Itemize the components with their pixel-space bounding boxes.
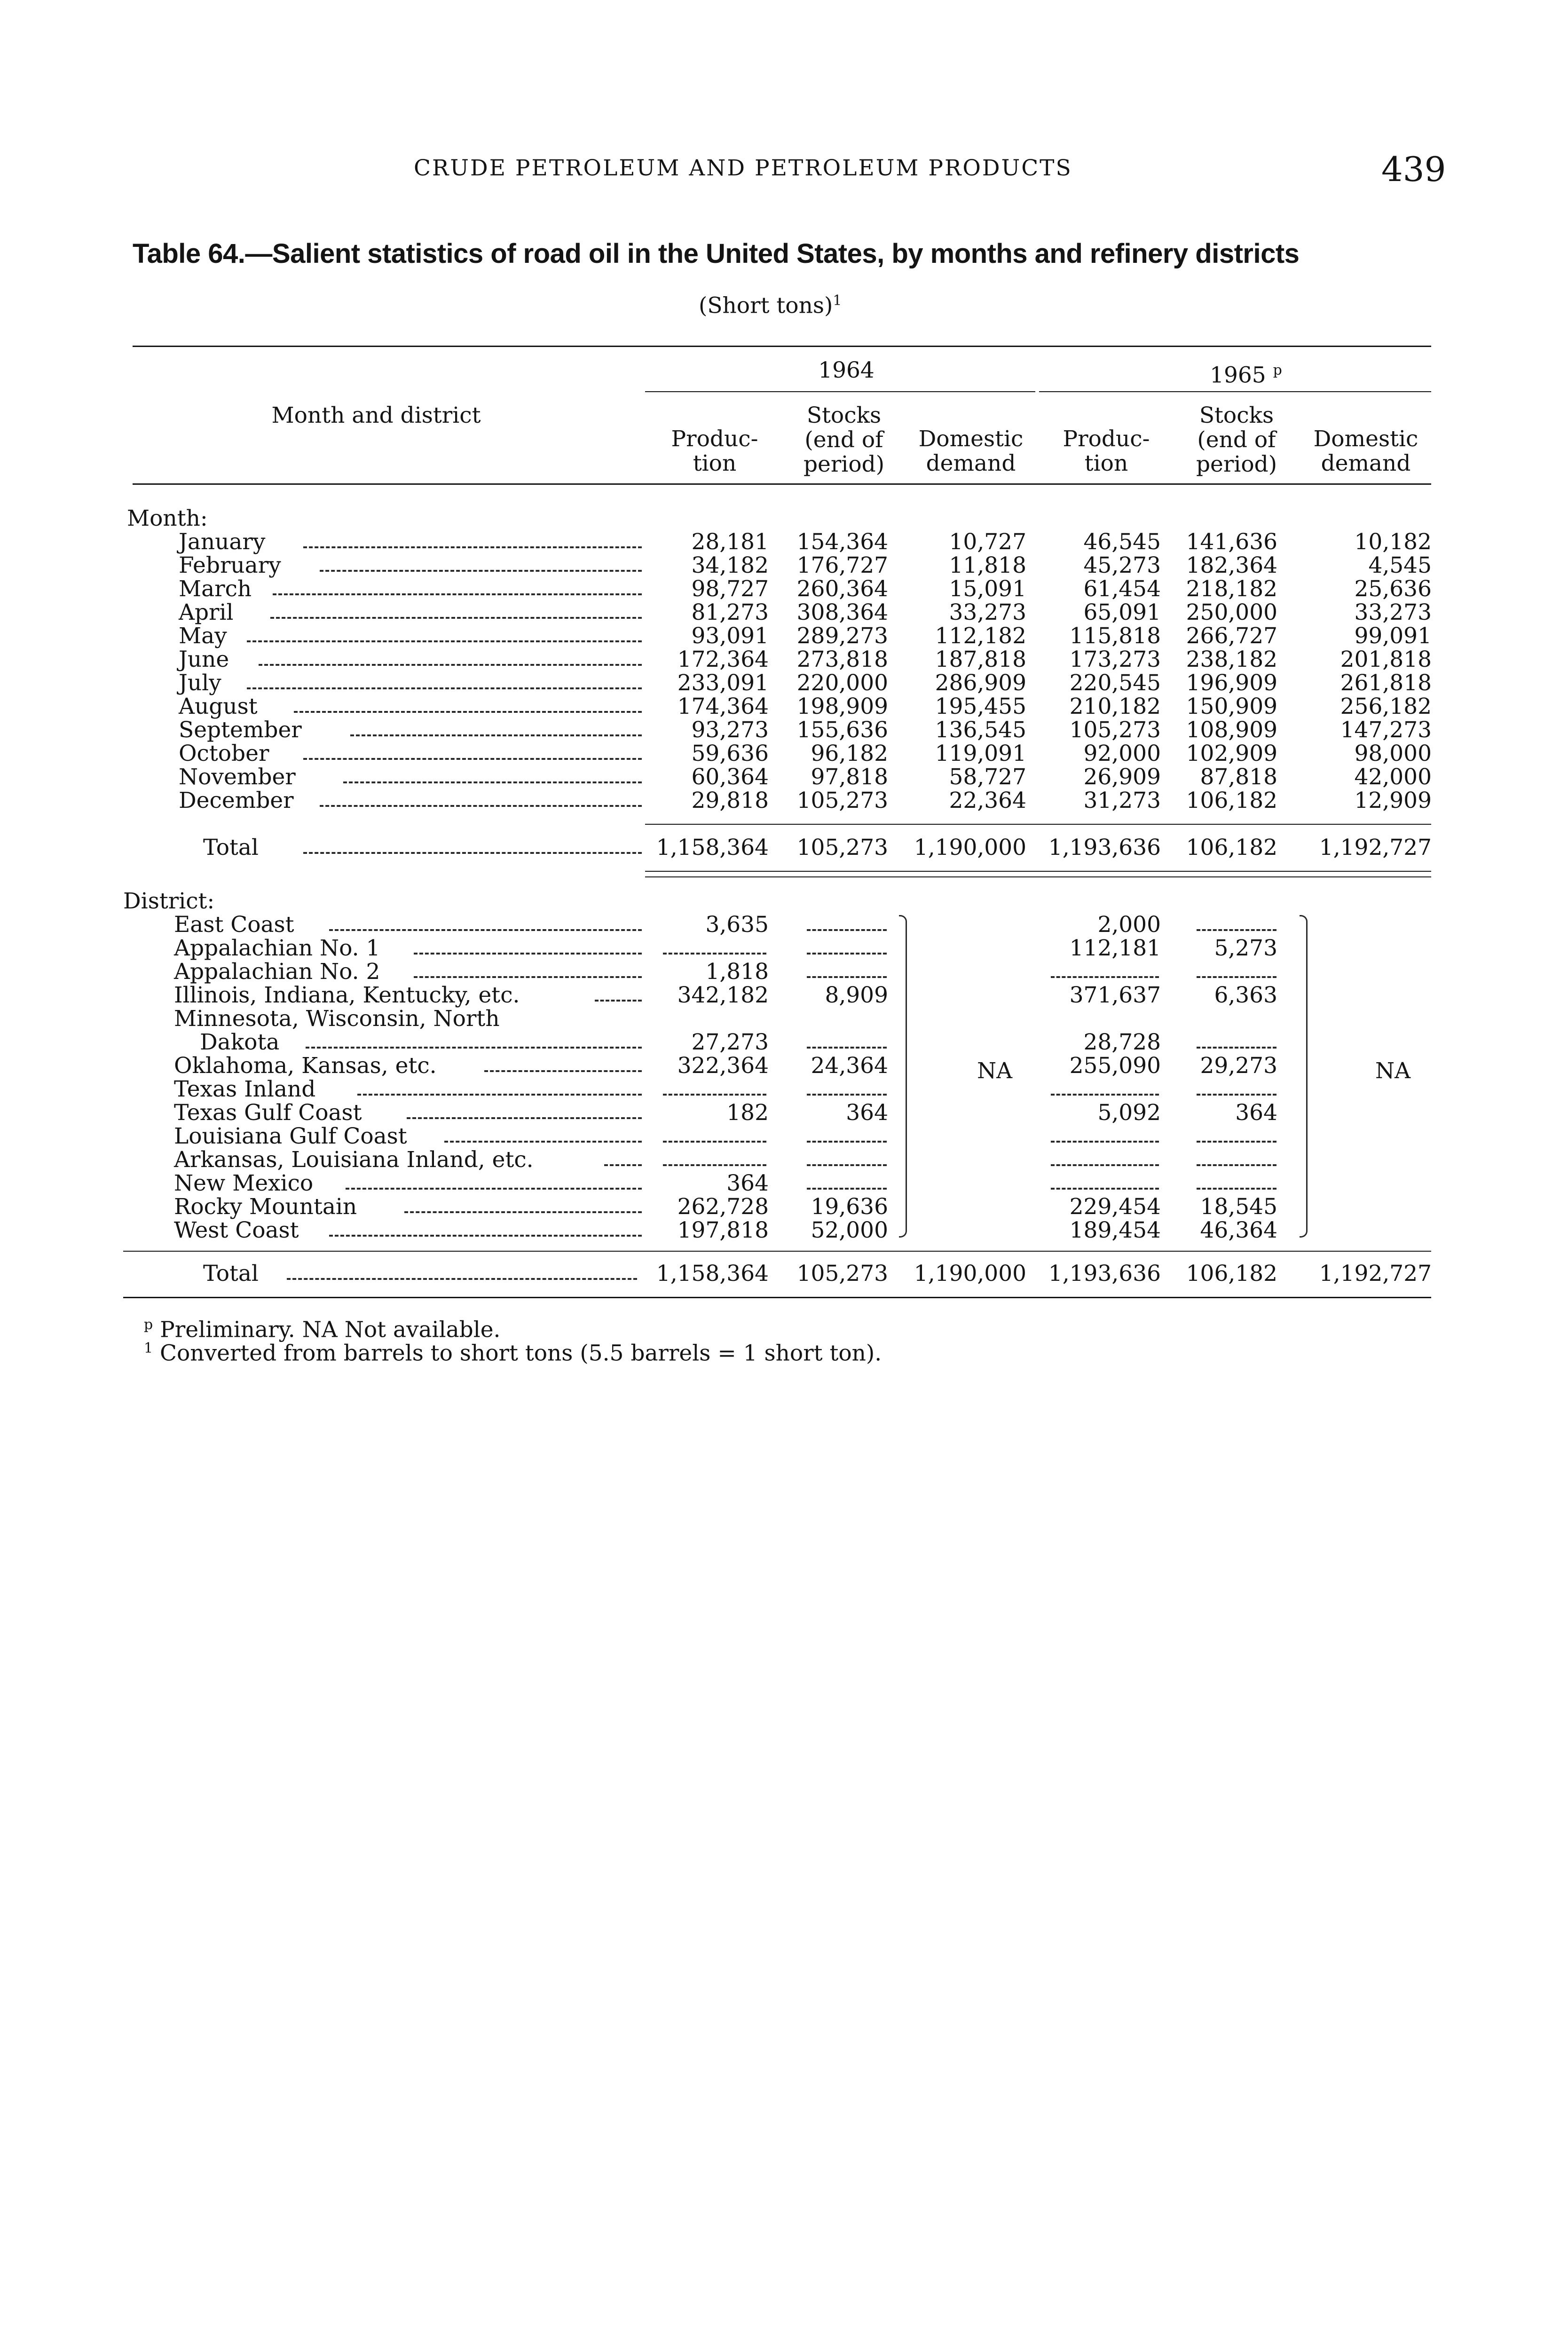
table-row <box>0 554 1568 577</box>
cell: 4,545 <box>1368 552 1432 578</box>
cell: 19,636 <box>811 1194 888 1220</box>
cell: 196,909 <box>1186 670 1277 696</box>
table-row <box>0 1031 1568 1054</box>
year1964-rule <box>645 391 1035 392</box>
table-row <box>0 742 1568 765</box>
cell: 98,000 <box>1354 741 1432 766</box>
leader-dots <box>287 1278 637 1280</box>
cell: 1,192,727 <box>1319 1261 1432 1286</box>
table-row <box>0 530 1568 554</box>
table-row <box>0 789 1568 813</box>
cell: 28,181 <box>691 529 769 555</box>
footnote-mark: p <box>144 1317 153 1333</box>
leader-dots <box>350 734 642 736</box>
leader-dots <box>414 953 642 955</box>
header-line: (end of <box>804 427 883 453</box>
dash-cell <box>1051 976 1159 978</box>
cell: 105,273 <box>1069 717 1161 743</box>
row-label: Texas Inland <box>174 1076 316 1102</box>
cell: 33,273 <box>1354 600 1432 625</box>
cell: 286,909 <box>935 670 1026 696</box>
cell: 136,545 <box>935 717 1026 743</box>
table-row <box>0 1078 1568 1101</box>
cell: 322,364 <box>677 1053 769 1079</box>
table-row <box>0 1148 1568 1172</box>
table-subtitle <box>699 292 842 319</box>
dash-cell <box>807 1188 887 1190</box>
leader-dots <box>273 593 642 595</box>
cell: 262,728 <box>677 1194 769 1220</box>
cell: 155,636 <box>796 717 888 743</box>
cell: 33,273 <box>949 600 1026 625</box>
row-label: April <box>179 600 234 625</box>
cell: 182 <box>726 1100 769 1126</box>
row-label: Arkansas, Louisiana Inland, etc. <box>174 1147 534 1173</box>
table-bottom-rule <box>123 1297 1431 1298</box>
stocks-1964-header <box>785 403 903 477</box>
cell: 187,818 <box>935 647 1026 672</box>
cell: 198,909 <box>796 694 888 719</box>
header-line: Stocks <box>806 402 882 428</box>
cell: 5,273 <box>1214 935 1277 961</box>
cell: 112,181 <box>1069 935 1161 961</box>
cell: 106,182 <box>1186 788 1277 813</box>
leader-dots <box>484 1070 642 1072</box>
cell: 255,090 <box>1069 1053 1161 1079</box>
header-line: Produc- <box>1063 426 1150 452</box>
cell: 87,818 <box>1200 764 1277 790</box>
leader-dots <box>595 1000 642 1002</box>
row-label: New Mexico <box>174 1170 314 1196</box>
row-label: Total <box>203 1261 259 1286</box>
month-subtotal-rule <box>645 824 1431 825</box>
leader-dots <box>247 640 642 642</box>
dash-cell <box>1197 1141 1276 1143</box>
dash-cell <box>807 1164 887 1166</box>
cell: 1,192,727 <box>1319 835 1432 860</box>
cell: 10,182 <box>1354 529 1432 555</box>
cell: 210,182 <box>1069 694 1161 719</box>
page-number: 439 <box>1381 150 1446 189</box>
district-subtotal-rule <box>123 1251 1431 1252</box>
cell: 371,637 <box>1069 982 1161 1008</box>
cell: 65,091 <box>1083 600 1161 625</box>
cell: 26,909 <box>1083 764 1161 790</box>
row-label: December <box>179 788 294 813</box>
cell: 12,909 <box>1354 788 1432 813</box>
cell: 1,190,000 <box>914 835 1026 860</box>
demand-1964-header <box>907 427 1034 476</box>
cell: 99,091 <box>1354 623 1432 649</box>
header-line: tion <box>1084 450 1128 476</box>
table-row <box>0 1101 1568 1125</box>
cell: 93,273 <box>691 717 769 743</box>
table-row <box>0 937 1568 960</box>
total-row-month <box>0 836 1568 860</box>
cell: 1,158,364 <box>656 835 769 860</box>
table-row <box>0 984 1568 1007</box>
row-label: Dakota <box>200 1029 280 1055</box>
footnote-conversion <box>144 1340 882 1366</box>
table-row <box>0 671 1568 695</box>
footnote-text: Converted from barrels to short tons (5.5 barrels = 1 short ton). <box>160 1340 882 1366</box>
cell: 364 <box>1235 1100 1277 1126</box>
leader-dots <box>303 546 642 548</box>
header-top-rule <box>133 346 1431 347</box>
cell: 24,364 <box>811 1053 888 1079</box>
row-label: Minnesota, Wisconsin, North <box>174 1006 500 1032</box>
cell: 46,364 <box>1200 1217 1277 1243</box>
cell: 60,364 <box>691 764 769 790</box>
cell: 256,182 <box>1340 694 1432 719</box>
year1965-rule <box>1039 391 1431 392</box>
cell: 27,273 <box>691 1029 769 1055</box>
table-row <box>0 1007 1568 1031</box>
cell: 29,273 <box>1200 1053 1277 1079</box>
cell: 308,364 <box>796 600 888 625</box>
na-1965-demand: NA <box>1375 1058 1411 1084</box>
leader-dots <box>343 781 642 783</box>
cell: 182,364 <box>1186 552 1277 578</box>
cell: 61,454 <box>1083 576 1161 602</box>
brace-1965-demand <box>1300 915 1308 1238</box>
cell: 25,636 <box>1354 576 1432 602</box>
cell: 22,364 <box>949 788 1026 813</box>
cell: 5,092 <box>1097 1100 1161 1126</box>
cell: 233,091 <box>677 670 769 696</box>
cell: 15,091 <box>949 576 1026 602</box>
stocks-1965-header <box>1178 403 1295 477</box>
cell: 1,193,636 <box>1048 835 1161 860</box>
cell: 174,364 <box>677 694 769 719</box>
cell: 58,727 <box>949 764 1026 790</box>
row-label: September <box>179 717 302 743</box>
cell: 250,000 <box>1186 600 1277 625</box>
table-row <box>0 1195 1568 1219</box>
dash-cell <box>1197 1047 1276 1049</box>
dash-cell <box>1197 1094 1276 1096</box>
footnote-preliminary <box>144 1317 501 1343</box>
row-label: October <box>179 741 269 766</box>
cell: 102,909 <box>1186 741 1277 766</box>
table-row <box>0 601 1568 624</box>
row-label: June <box>179 647 229 672</box>
table-row <box>0 624 1568 648</box>
leader-dots <box>270 617 642 619</box>
dash-cell <box>663 1141 766 1143</box>
cell: 147,273 <box>1340 717 1432 743</box>
cell: 45,273 <box>1083 552 1161 578</box>
subtitle-footnote-mark: 1 <box>833 292 842 309</box>
header-line: period) <box>803 451 885 477</box>
cell: 342,182 <box>677 982 769 1008</box>
header-line: Stocks <box>1199 402 1274 428</box>
dash-cell <box>807 1047 887 1049</box>
table-row <box>0 1125 1568 1148</box>
production-1964-header <box>656 427 773 476</box>
cell: 92,000 <box>1083 741 1161 766</box>
cell: 18,545 <box>1200 1194 1277 1220</box>
dash-cell <box>663 953 766 955</box>
row-label: Rocky Mountain <box>174 1194 357 1220</box>
cell: 93,091 <box>691 623 769 649</box>
cell: 195,455 <box>935 694 1026 719</box>
section-label: District: <box>123 888 215 914</box>
year-1965-text: 1965 <box>1210 362 1266 388</box>
brace-1964-demand <box>899 915 907 1238</box>
header-line: tion <box>693 450 737 476</box>
cell: 106,182 <box>1186 835 1277 860</box>
cell: 364 <box>846 1100 888 1126</box>
dash-cell <box>1197 1164 1276 1166</box>
leader-dots <box>247 687 642 689</box>
cell: 189,454 <box>1069 1217 1161 1243</box>
leader-dots <box>320 570 642 572</box>
cell: 112,182 <box>935 623 1026 649</box>
demand-1965-header <box>1302 427 1429 476</box>
cell: 29,818 <box>691 788 769 813</box>
cell: 6,363 <box>1214 982 1277 1008</box>
cell: 261,818 <box>1340 670 1432 696</box>
cell: 172,364 <box>677 647 769 672</box>
row-label: January <box>179 529 266 555</box>
cell: 1,158,364 <box>656 1261 769 1286</box>
header-line: Domestic <box>1313 426 1418 452</box>
row-label: March <box>179 576 252 602</box>
cell: 176,727 <box>796 552 888 578</box>
cell: 260,364 <box>796 576 888 602</box>
dash-cell <box>1197 976 1276 978</box>
cell: 106,182 <box>1186 1261 1277 1286</box>
cell: 3,635 <box>705 912 769 938</box>
footnote-mark: 1 <box>144 1340 153 1357</box>
row-label: Louisiana Gulf Coast <box>174 1123 407 1149</box>
table-row <box>0 695 1568 718</box>
cell: 31,273 <box>1083 788 1161 813</box>
cell: 220,545 <box>1069 670 1161 696</box>
leader-dots <box>303 758 642 760</box>
cell: 105,273 <box>796 788 888 813</box>
cell: 98,727 <box>691 576 769 602</box>
table-row <box>0 718 1568 742</box>
cell: 238,182 <box>1186 647 1277 672</box>
row-label: Appalachian No. 2 <box>174 959 380 985</box>
dash-cell <box>663 1164 766 1166</box>
dash-cell <box>1197 929 1276 931</box>
dash-cell <box>1051 1141 1159 1143</box>
leader-dots <box>329 929 642 931</box>
leader-dots <box>414 976 642 978</box>
row-label: Illinois, Indiana, Kentucky, etc. <box>174 982 520 1008</box>
cell: 154,364 <box>796 529 888 555</box>
leader-dots <box>320 805 642 807</box>
leader-dots <box>357 1094 642 1096</box>
row-label: November <box>179 764 296 790</box>
dash-cell <box>807 953 887 955</box>
subtitle-text: (Short tons) <box>699 292 833 319</box>
row-label: Oklahoma, Kansas, etc. <box>174 1053 437 1079</box>
table-row <box>0 577 1568 601</box>
cell: 115,818 <box>1069 623 1161 649</box>
cell: 97,818 <box>811 764 888 790</box>
cell: 105,273 <box>796 835 888 860</box>
row-label: February <box>179 552 281 578</box>
header-line: Produc- <box>671 426 758 452</box>
cell: 108,909 <box>1186 717 1277 743</box>
dash-cell <box>807 929 887 931</box>
cell: 173,273 <box>1069 647 1161 672</box>
month-total-double-rule <box>645 876 1431 877</box>
preliminary-mark: p <box>1273 362 1282 379</box>
table-row <box>0 960 1568 984</box>
leader-dots <box>259 664 642 666</box>
na-1964-demand: NA <box>977 1058 1013 1084</box>
cell: 96,182 <box>811 741 888 766</box>
cell: 2,000 <box>1097 912 1161 938</box>
cell: 201,818 <box>1340 647 1432 672</box>
cell: 46,545 <box>1083 529 1161 555</box>
dash-cell <box>1197 1188 1276 1190</box>
header-line: Domestic <box>918 426 1024 452</box>
production-1965-header <box>1048 427 1165 476</box>
cell: 150,909 <box>1186 694 1277 719</box>
row-label: May <box>179 623 227 649</box>
cell: 1,818 <box>705 959 769 985</box>
header-line: (end of <box>1197 427 1276 453</box>
dash-cell <box>807 1141 887 1143</box>
month-total-double-rule <box>645 871 1431 872</box>
leader-dots <box>306 1047 642 1049</box>
cell: 197,818 <box>677 1217 769 1243</box>
cell: 220,000 <box>796 670 888 696</box>
cell: 266,727 <box>1186 623 1277 649</box>
leader-dots <box>303 852 642 854</box>
footnote-text: Preliminary. NA Not available. <box>160 1317 501 1343</box>
cell: 52,000 <box>811 1217 888 1243</box>
dash-cell <box>807 1094 887 1096</box>
header-line: period) <box>1196 451 1277 477</box>
cell: 141,636 <box>1186 529 1277 555</box>
dash-cell <box>807 976 887 978</box>
header-bottom-rule <box>133 483 1431 485</box>
cell: 119,091 <box>935 741 1026 766</box>
cell: 289,273 <box>796 623 888 649</box>
header-line: demand <box>1321 450 1411 476</box>
leader-dots <box>404 1211 642 1213</box>
row-label: Texas Gulf Coast <box>174 1100 362 1126</box>
cell: 229,454 <box>1069 1194 1161 1220</box>
cell: 28,728 <box>1083 1029 1161 1055</box>
cell: 11,818 <box>949 552 1026 578</box>
row-label: Appalachian No. 1 <box>174 935 380 961</box>
table-row <box>0 765 1568 789</box>
header-line: demand <box>926 450 1016 476</box>
dash-cell <box>1051 1188 1159 1190</box>
cell: 34,182 <box>691 552 769 578</box>
table-row <box>0 648 1568 671</box>
table-row <box>0 913 1568 937</box>
leader-dots <box>329 1235 642 1237</box>
table-row <box>0 1054 1568 1078</box>
cell: 1,193,636 <box>1048 1261 1161 1286</box>
section-label-district <box>0 890 1568 913</box>
leader-dots <box>294 711 642 713</box>
cell: 105,273 <box>796 1261 888 1286</box>
dash-cell <box>1051 1164 1159 1166</box>
cell: 42,000 <box>1354 764 1432 790</box>
cell: 1,190,000 <box>914 1261 1026 1286</box>
row-label: Total <box>203 835 259 860</box>
running-head: CRUDE PETROLEUM AND PETROLEUM PRODUCTS <box>414 155 1072 181</box>
row-label: July <box>179 670 221 696</box>
cell: 59,636 <box>691 741 769 766</box>
cell: 273,818 <box>796 647 888 672</box>
row-label: West Coast <box>174 1217 299 1243</box>
section-label-month <box>0 507 1568 530</box>
year-1964-header: 1964 <box>818 357 875 383</box>
stub-header: Month and district <box>271 402 481 428</box>
cell: 364 <box>726 1170 769 1196</box>
leader-dots <box>346 1188 642 1190</box>
table-row <box>0 1172 1568 1195</box>
dash-cell <box>1051 1094 1159 1096</box>
cell: 8,909 <box>825 982 888 1008</box>
table-title: Table 64.—Salient statistics of road oil in the United States, by months and refinery districts <box>133 238 1300 269</box>
cell: 218,182 <box>1186 576 1277 602</box>
year-1965-header <box>1152 358 1340 388</box>
dash-cell <box>663 1094 766 1096</box>
row-label: East Coast <box>174 912 294 938</box>
leader-dots <box>604 1164 642 1166</box>
table-row <box>0 1219 1568 1242</box>
leader-dots <box>407 1117 642 1119</box>
cell: 81,273 <box>691 600 769 625</box>
row-label: August <box>179 694 258 719</box>
cell: 10,727 <box>949 529 1026 555</box>
leader-dots <box>444 1141 642 1143</box>
section-label: Month: <box>127 505 208 531</box>
total-row-district <box>0 1262 1568 1286</box>
